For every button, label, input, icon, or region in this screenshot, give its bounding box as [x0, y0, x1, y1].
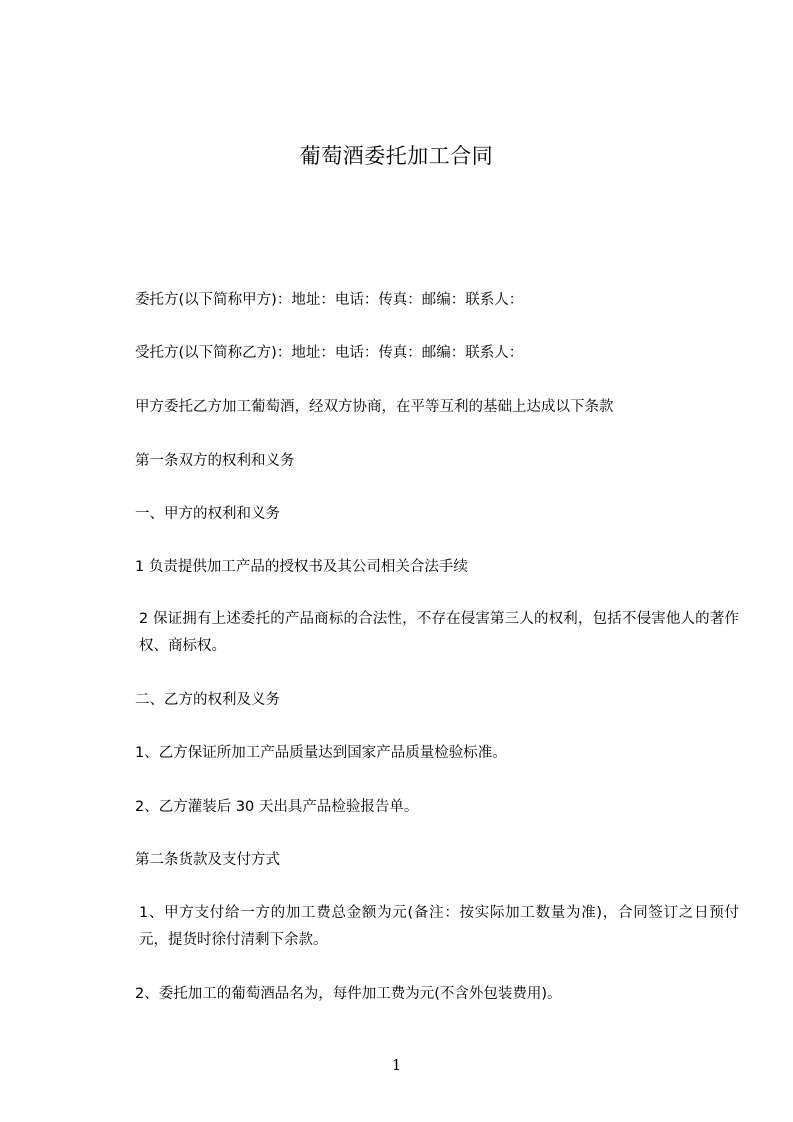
paragraph-party-a-item-2: 2 保证拥有上述委托的产品商标的合法性，不存在侵害第三人的权利，包括不侵害他人的著作权、商标权。: [139, 611, 739, 654]
heading-article-1: 第一条双方的权利和义务: [135, 453, 295, 469]
paragraph-party-b-item-1: 1、乙方保证所加工产品质量达到国家产品质量检验标准。: [135, 745, 507, 761]
page-number: 1: [391, 1056, 402, 1074]
paragraph-intro: 甲方委托乙方加工葡萄酒，经双方协商，在平等互利的基础上达成以下条款: [135, 399, 614, 415]
paragraph-payment-item-2: 2、委托加工的葡萄酒品名为，每件加工费为元(不含外包装费用)。: [135, 986, 562, 1002]
heading-article-2: 第二条货款及支付方式: [135, 852, 280, 868]
paragraph-party-b-item-2: 2、乙方灌装后 30 天出具产品检验报告单。: [135, 799, 419, 815]
heading-party-a-rights: 一、甲方的权利和义务: [135, 506, 280, 522]
paragraph-party-a-item-1: 1 负责提供加工产品的授权书及其公司相关合法手续: [135, 559, 468, 575]
paragraph-consignee: 受托方(以下简称乙方)：地址：电话：传真：邮编：联系人：: [135, 345, 524, 361]
paragraph-consignor: 委托方(以下简称甲方)：地址：电话：传真：邮编：联系人：: [135, 292, 524, 308]
heading-party-b-rights: 二、乙方的权利及义务: [135, 692, 280, 708]
document-title: 葡萄酒委托加工合同: [299, 144, 494, 168]
paragraph-payment-item-1: 1、甲方支付给一方的加工费总金额为元(备注：按实际加工数量为准)，合同签订之日预付元，提货时徐付清剩下余款。: [139, 905, 739, 948]
